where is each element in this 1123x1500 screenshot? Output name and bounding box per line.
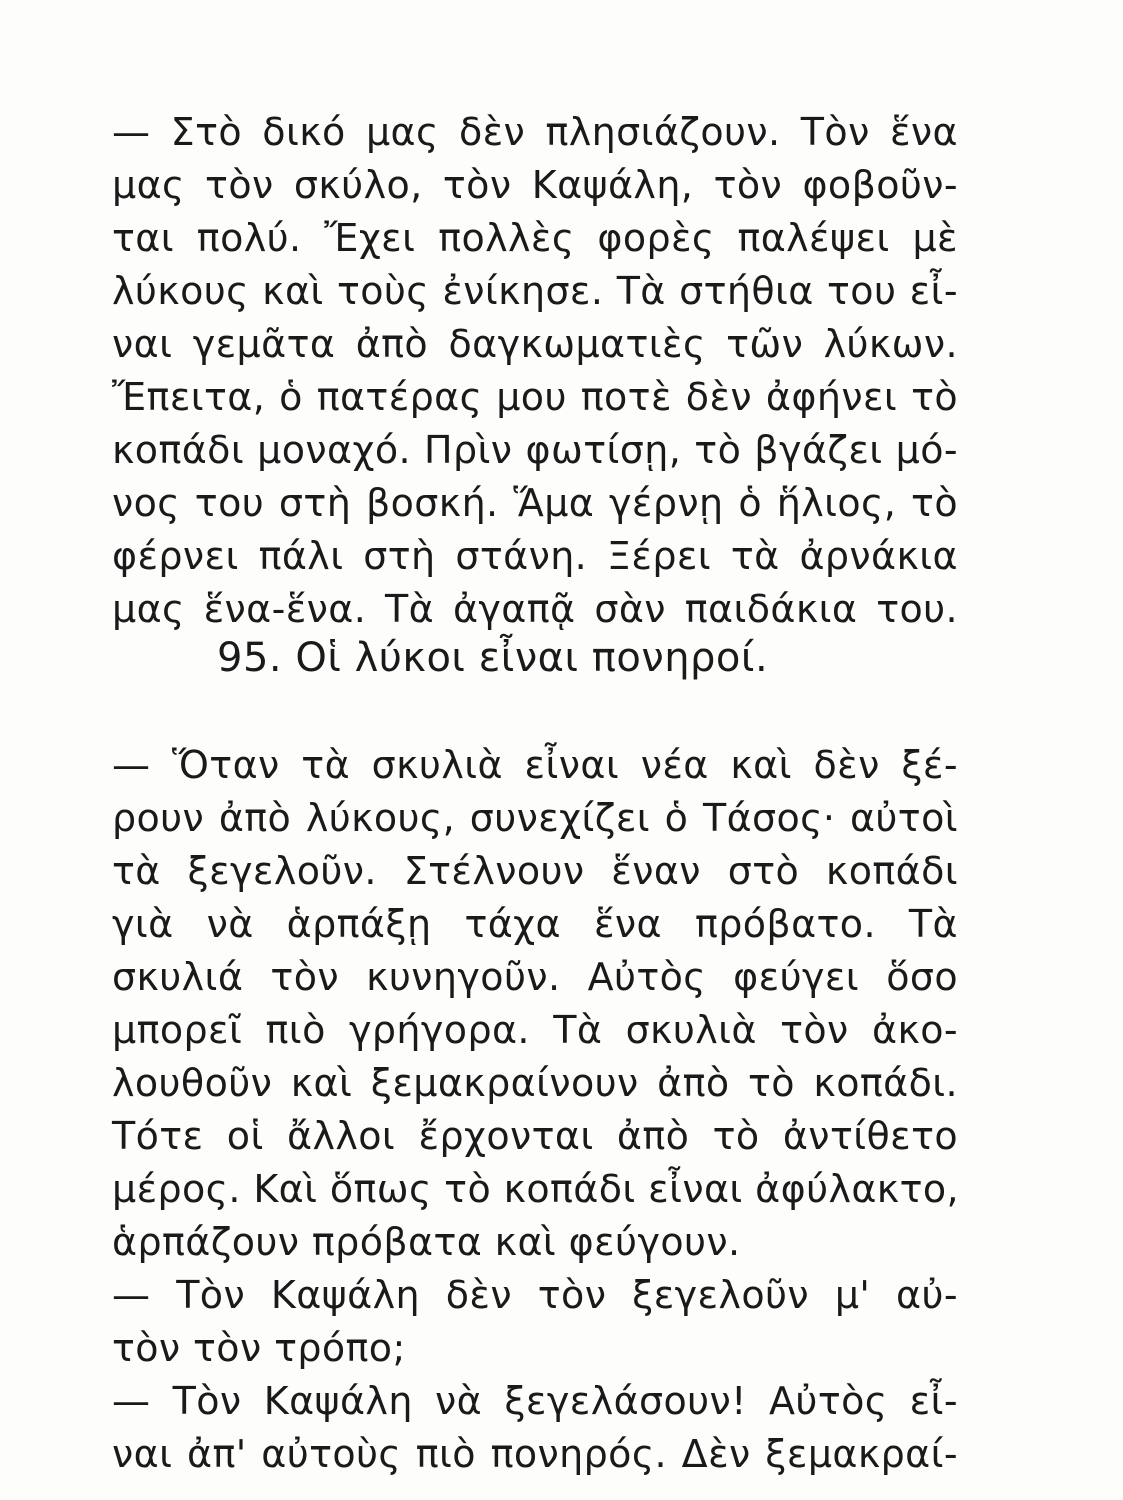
section-heading: 95. Οἱ λύκοι εἶναι πονηροί. — [217, 635, 769, 681]
text-line: λουθοῦν καὶ ξεμακραίνουν ἀπὸ τὸ κοπάδι. — [112, 1061, 958, 1105]
text-line: κοπάδι μοναχό. Πρὶν φωτίσῃ, τὸ βγάζει μό- — [112, 428, 958, 472]
text-line: τὸν τὸν τρόπο; — [112, 1326, 406, 1370]
text-line: Τότε οἱ ἄλλοι ἔρχονται ἀπὸ τὸ ἀντίθετο — [112, 1114, 958, 1158]
text-line: ναι γεμᾶτα ἀπὸ δαγκωματιὲς τῶν λύκων. — [112, 322, 958, 366]
text-line: γιὰ νὰ ἁρπάξῃ τάχα ἕνα πρόβατο. Τὰ — [112, 902, 958, 946]
text-line: Ἔπειτα, ὁ πατέρας μου ποτὲ δὲν ἀφήνει τὸ — [112, 375, 958, 419]
text-line: — Στὸ δικό μας δὲν πλησιάζουν. Τὸν ἕνα — [112, 110, 958, 154]
text-line: ται πολύ. Ἔχει πολλὲς φορὲς παλέψει μὲ — [112, 216, 958, 260]
text-line: μπορεῖ πιὸ γρήγορα. Τὰ σκυλιὰ τὸν ἀκο- — [112, 1008, 958, 1052]
text-line: — Τὸν Καψάλη δὲν τὸν ξεγελοῦν μ' αὐ- — [112, 1273, 958, 1317]
text-line: ἁρπάζουν πρόβατα καὶ φεύγουν. — [112, 1220, 741, 1264]
text-line: — Ὅταν τὰ σκυλιὰ εἶναι νέα καὶ δὲν ξέ- — [112, 743, 958, 787]
text-line: νος του στὴ βοσκή. Ἅμα γέρνῃ ὁ ἥλιος, τὸ — [112, 481, 958, 525]
text-line: μας τὸν σκύλο, τὸν Καψάλη, τὸν φοβοῦν- — [112, 163, 958, 207]
text-line: μέρος. Καὶ ὅπως τὸ κοπάδι εἶναι ἀφύλακτο, — [112, 1167, 960, 1211]
text-line: ναι ἀπ' αὐτοὺς πιὸ πονηρός. Δὲν ξεμακραί- — [112, 1432, 958, 1476]
text-line: φέρνει πάλι στὴ στάνη. Ξέρει τὰ ἀρνάκια — [112, 534, 958, 578]
text-line: λύκους καὶ τοὺς ἐνίκησε. Τὰ στήθια του εἶ- — [112, 269, 958, 313]
text-line: σκυλιά τὸν κυνηγοῦν. Αὐτὸς φεύγει ὅσο — [112, 955, 958, 999]
text-line: τὰ ξεγελοῦν. Στέλνουν ἕναν στὸ κοπάδι — [112, 849, 958, 893]
text-line: ρουν ἀπὸ λύκους, συνεχίζει ὁ Τάσος· αὐτοὶ — [112, 796, 958, 840]
text-line: μας ἕνα-ἕνα. Τὰ ἀγαπᾷ σὰν παιδάκια του. — [112, 587, 958, 631]
text-line: — Τὸν Καψάλη νὰ ξεγελάσουν! Αὐτὸς εἶ- — [112, 1379, 958, 1423]
